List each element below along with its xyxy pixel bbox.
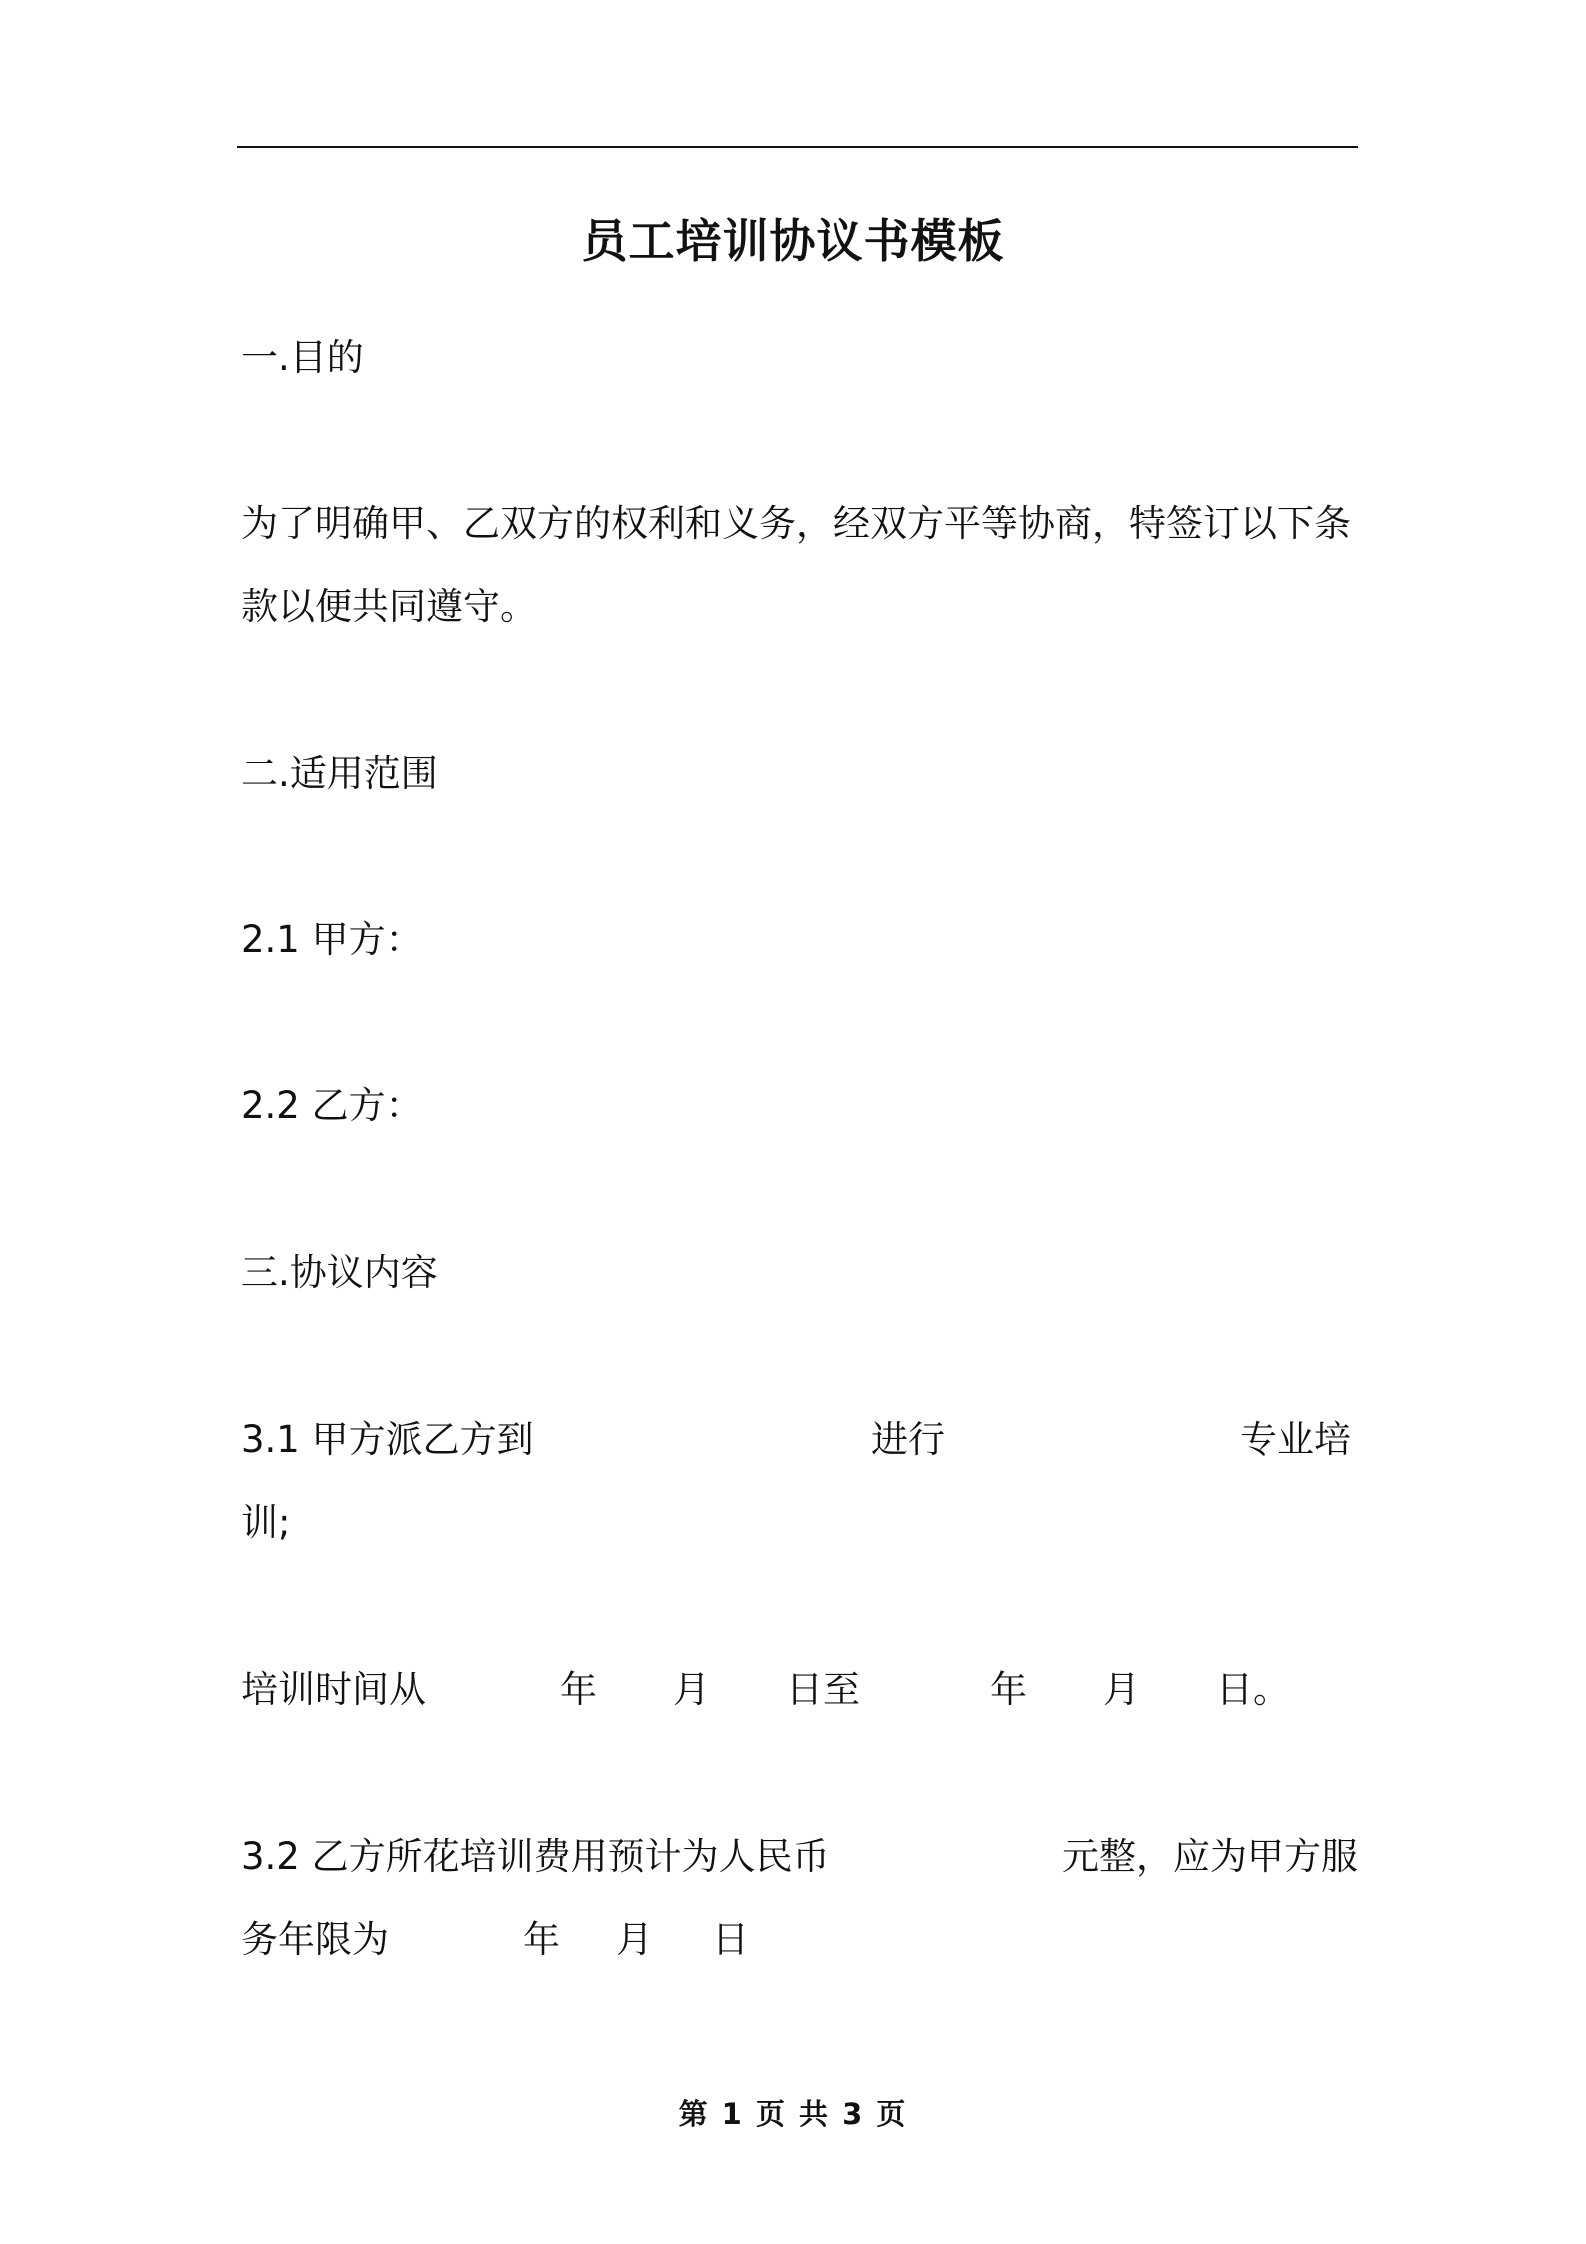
clause-3-2-part-2: 元整，应为甲方服 xyxy=(1062,1835,1358,1878)
header-rule xyxy=(237,146,1358,148)
section-heading-scope: 二.适用范围 xyxy=(241,752,438,795)
clause-3-1-part-4: 训; xyxy=(241,1501,291,1544)
service-term-year: 年 xyxy=(523,1918,560,1961)
clause-3-2-part-1: 3.2 乙方所花培训费用预计为人民币 xyxy=(241,1835,830,1878)
party-a-line: 2.1 甲方： xyxy=(241,918,423,961)
page-footer: 第 1 页 共 3 页 xyxy=(678,2097,908,2131)
document-title: 员工培训协议书模板 xyxy=(581,214,1005,268)
service-term-day: 日 xyxy=(712,1918,749,1961)
clause-3-1-part-1: 3.1 甲方派乙方到 xyxy=(241,1418,534,1461)
training-end-day: 日。 xyxy=(1216,1668,1290,1711)
clause-3-2-part-3: 务年限为 xyxy=(241,1918,389,1961)
training-start-day: 日至 xyxy=(786,1668,860,1711)
training-time-label: 培训时间从 xyxy=(241,1668,426,1711)
party-b-line: 2.2 乙方： xyxy=(241,1084,423,1127)
service-term-month: 月 xyxy=(616,1918,653,1961)
training-end-year: 年 xyxy=(990,1668,1027,1711)
training-start-year: 年 xyxy=(560,1668,597,1711)
clause-3-1-part-2: 进行 xyxy=(871,1418,945,1461)
section-heading-purpose: 一.目的 xyxy=(241,336,364,379)
section-heading-content: 三.协议内容 xyxy=(241,1251,438,1294)
purpose-text-line-2: 款以便共同遵守。 xyxy=(241,585,537,628)
training-start-month: 月 xyxy=(673,1668,710,1711)
training-end-month: 月 xyxy=(1103,1668,1140,1711)
purpose-text-line-1: 为了明确甲、乙双方的权利和义务，经双方平等协商，特签订以下条 xyxy=(241,502,1351,545)
clause-3-1-part-3: 专业培 xyxy=(1240,1418,1351,1461)
